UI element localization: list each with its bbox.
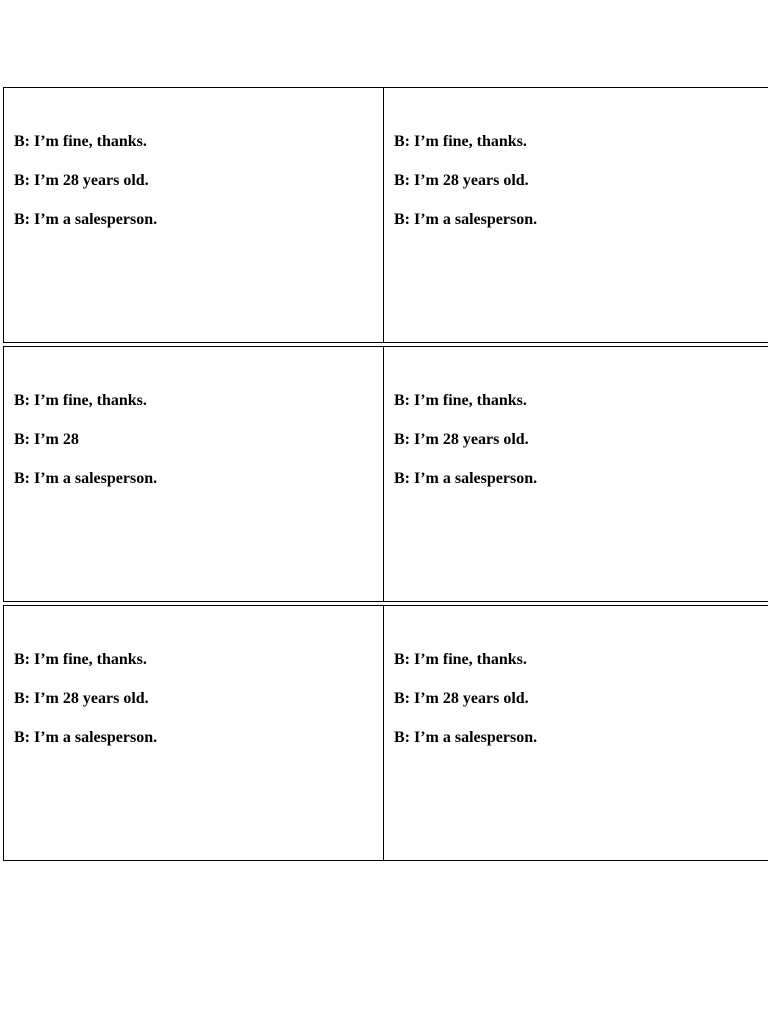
answer-line: B: I’m a salesperson. [394,470,538,487]
card-row [3,605,768,861]
answer-line: B: I’m 28 years old. [14,690,149,707]
dialogue-card [384,606,768,860]
answer-line: B: I’m 28 [14,431,79,448]
dialogue-card [3,347,384,601]
answer-line: B: I’m fine, thanks. [394,133,527,150]
card-sheet [3,87,768,864]
answer-line: B: I’m a salesperson. [14,211,158,228]
answer-line: B: I’m 28 years old. [394,431,529,448]
dialogue-card [384,347,768,601]
answer-line: B: I’m 28 years old. [14,172,149,189]
answer-line: B: I’m 28 years old. [394,690,529,707]
answer-line: B: I’m fine, thanks. [14,133,147,150]
answer-line: B: I’m fine, thanks. [14,392,147,409]
answer-line: B: I’m fine, thanks. [394,651,527,668]
answer-line: B: I’m a salesperson. [14,470,158,487]
dialogue-card [3,88,384,342]
answer-line: B: I’m a salesperson. [394,211,538,228]
answer-line: B: I’m 28 years old. [394,172,529,189]
dialogue-card [384,88,768,342]
answer-line: B: I’m fine, thanks. [394,392,527,409]
card-row [3,87,768,343]
answer-line: B: I’m fine, thanks. [14,651,147,668]
dialogue-card [3,606,384,860]
answer-line: B: I’m a salesperson. [394,729,538,746]
card-row [3,346,768,602]
answer-line: B: I’m a salesperson. [14,729,158,746]
